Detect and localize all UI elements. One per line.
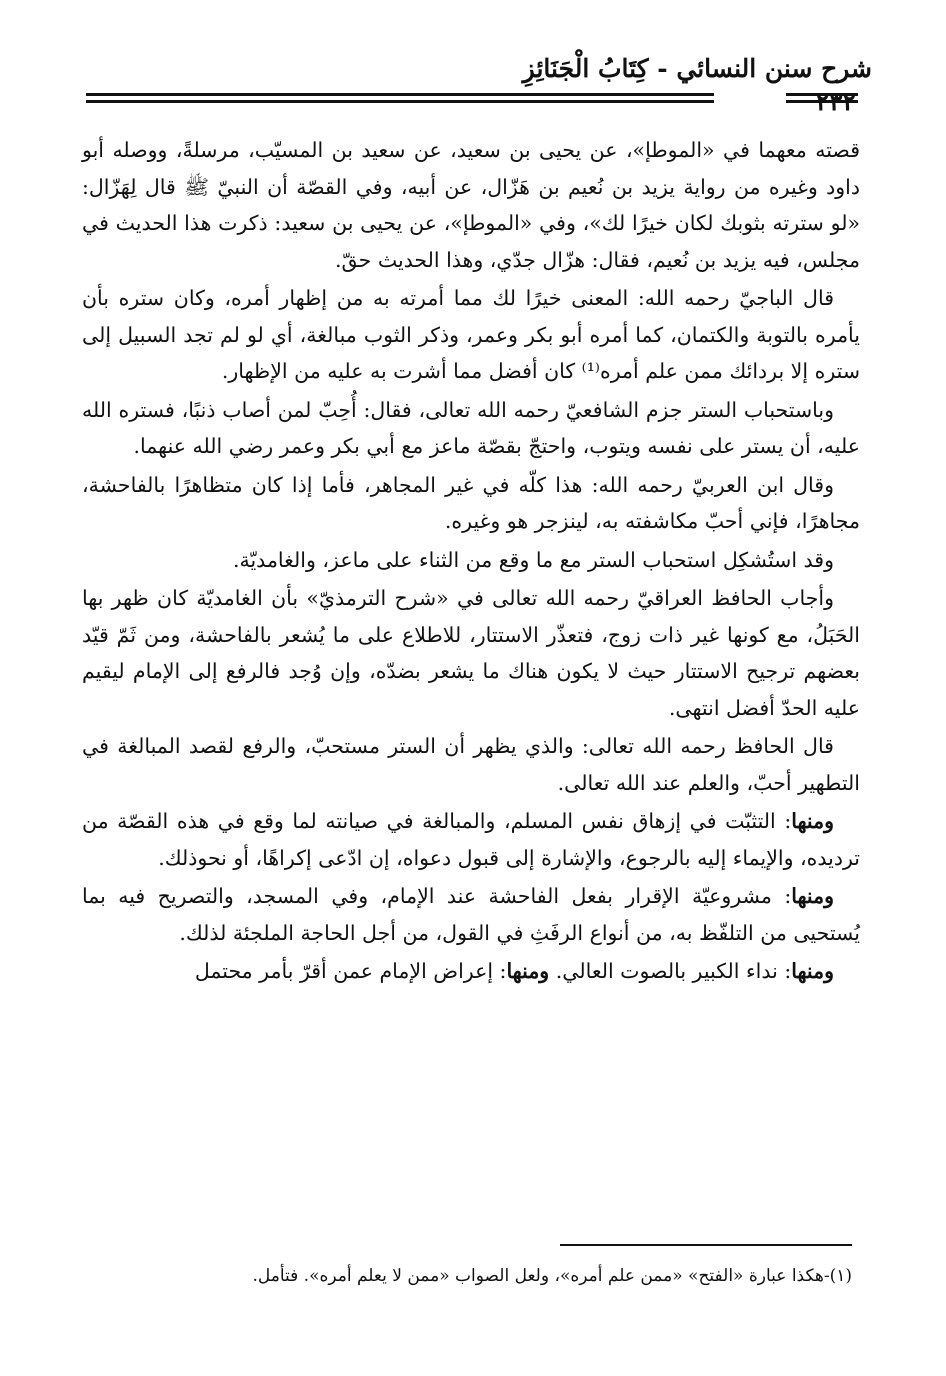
header-title-text: شرح سنن النسائي - كِتَابُ الْجَنَائِزِ xyxy=(522,54,872,83)
paragraph-text: : إعراض الإمام عمن أقرّ بأمر محتمل xyxy=(194,959,507,983)
paragraph-lead: ومنها xyxy=(791,959,834,983)
paragraph-lead: ومنها xyxy=(506,959,550,983)
paragraph: وقال ابن العربيّ رحمه الله: هذا كلّه في غير المجاهر، فأما إذا كان متظاهرًا بالفاحشة، مجاهرًا، فإني أحبّ مكاشفته به، لينزجر هو وغيره. xyxy=(82,472,860,533)
paragraph-text: : نداء الكبير بالصوت العالي. xyxy=(549,959,792,983)
paragraph: قال الحافظ رحمه الله تعالى: والذي يظهر أن الستر مستحبّ، والرفع لقصد المبالغة في التطهير أحبّ، والعلم عند الله تعالى. xyxy=(82,734,860,795)
paragraph xyxy=(82,953,860,990)
paragraph: وباستحباب الستر جزم الشافعيّ رحمه الله تعالى، فقال: أُحِبّ لمن أصاب ذنبًا، فستره الله عليه، أن يستر على نفسه ويتوب، واحتجّ بقصّة ماعز مع أبي بكر وعمر رضي الله عنهما. xyxy=(82,397,860,458)
paragraph-lead: ومنها xyxy=(791,809,834,833)
footnote-rule xyxy=(560,1244,852,1246)
paragraph-text: : مشروعيّة الإقرار بفعل الفاحشة عند الإمام، وفي المسجد، والتصريح فيه بما يُستحيى من التلفّظ به، من أنواع الرفَثِ في القول، من أجل الحاجة الملجئة لذلك. xyxy=(82,884,860,945)
paragraph: وقد استُشكِل استحباب الستر مع ما وقع من الثناء على ماعز، والغامديّة. xyxy=(232,547,834,572)
paragraph xyxy=(82,878,860,951)
paragraph: وأجاب الحافظ العراقيّ رحمه الله تعالى في «شرح الترمذيّ» بأن الغامديّة كان ظهر بها الحَبَلُ، مع كونها غير ذات زوج، فتعذّر الاستتار، للاطلاع على ما يُشعر بالفاحشة، ومن ثَمّ قيّد بعضهم ترجيح الاستتار حيث لا يكون هناك ما يشعر بضدّه، وإن وُجد فالرفع إلى الإمام ليقيم عليه الحدّ أفضل انتهى. xyxy=(82,586,860,720)
main-text xyxy=(82,132,860,990)
running-header-title xyxy=(452,52,872,86)
paragraph: قال الباجيّ رحمه الله: المعنى خيرًا لك مما أمرته به من إظهار أمره، وكان ستره بأن يأمره بالتوبة والكتمان، كما أمره أبو بكر وعمر، وذكر الثوب مبالغة، أي لو لم تجد السبيل إلى ستره إلا بردائك ممن علم أمره⁽¹⁾ كان أفضل مما أشرت به عليه من الإظهار. xyxy=(82,286,860,383)
paragraph: قصته معهما في «الموطإ»، عن يحيى بن سعيد، عن سعيد بن المسيّب، مرسلةً، ووصله أبو داود وغيره من رواية يزيد بن نُعيم بن هَزّال، عن أبيه، وفي القصّة أن النبيّ ﷺ قال لِهَزّال: «لو سترته بثوبك لكان خيرًا لك»، وفي «الموطإ»، عن يحيى بن سعيد: ذكرت هذا الحديث في مجلس، فيه يزيد بن نُعيم، فقال: هزّال جدّي، وهذا الحديث حقّ. xyxy=(82,138,860,272)
footnote: (١)-هكذا عبارة «الفتح» «ممن علم أمره»، ولعل الصواب «ممن لا يعلم أمره». فتأمل. xyxy=(252,1266,852,1286)
paragraph-text: : التثبّت في إزهاق نفس المسلم، والمبالغة في صيانته لما وقع في هذه القصّة من ترديده، والإيماء إليه بالرجوع، والإشارة إلى قبول دعواه، إن ادّعى إكراهًا، أو نحوذلك. xyxy=(82,809,860,870)
page-number: ٢٣٢ xyxy=(815,87,856,116)
paragraph xyxy=(82,803,860,876)
paragraph-lead: ومنها xyxy=(791,884,834,908)
